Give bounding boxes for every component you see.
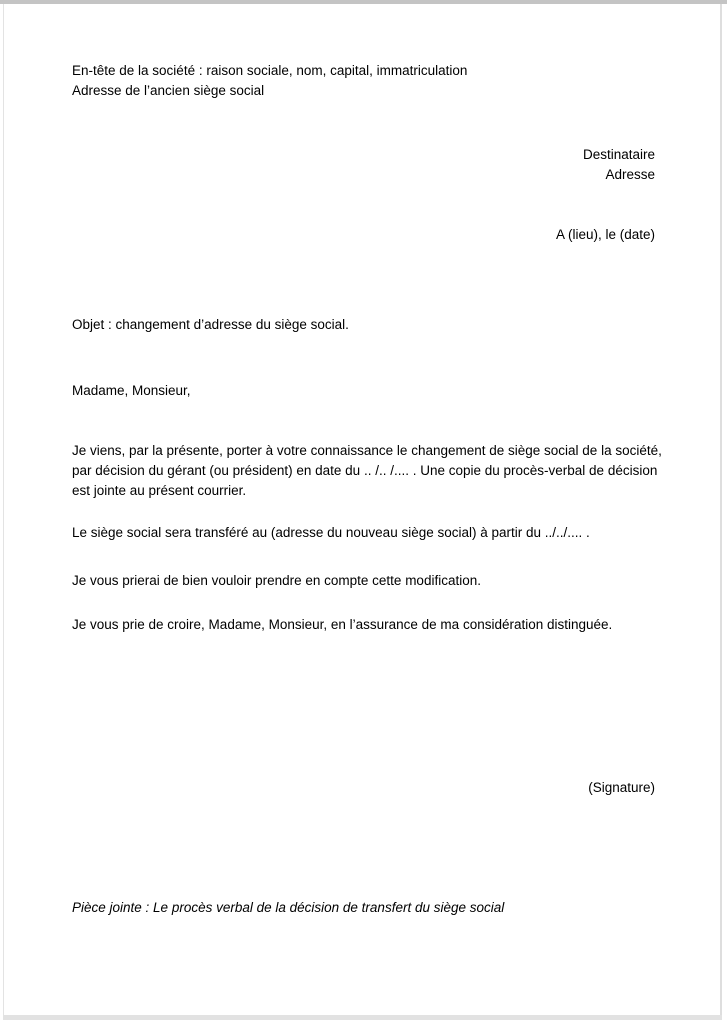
recipient-block [583,145,655,185]
subject-line: Objet : changement d’adresse du siège social. [72,317,349,332]
body-paragraph-3: Je vous prierai de bien vouloir prendre en compte cette modification. [72,573,481,588]
recipient-name: Destinataire [582,147,655,162]
body-paragraph-1-line1: Je viens, par la présente, porter à votre connaissance le changement de siège social de la société, [72,443,662,458]
body-paragraph-4: Je vous prie de croire, Madame, Monsieur, en l’assurance de ma considération distinguée. [72,617,613,632]
body-paragraph-2: Le siège social sera transféré au (adresse du nouveau siège social) à partir du ../../.... . [72,525,590,540]
page-frame-top [0,0,727,4]
body-paragraph-1 [72,441,662,501]
place-date-line: A (lieu), le (date) [555,227,655,242]
attachment-note: Pièce jointe : Le procès verbal de la décision de transfert du siège social [72,900,505,915]
company-header-line1: En-tête de la société : raison sociale, nom, capital, immatriculation [72,63,468,78]
body-paragraph-1-line3: est jointe au présent courrier. [72,483,247,498]
signature-placeholder: (Signature) [588,780,655,795]
company-header-line2: Adresse de l’ancien siège social [72,83,265,98]
page-frame-left [3,4,4,1015]
recipient-address: Adresse [605,167,655,182]
body-paragraph-1-line2: par décision du gérant (ou président) en date du .. /.. /.... . Une copie du procès-verbal de décision [72,463,658,478]
page-frame-bottom [3,1015,722,1020]
salutation: Madame, Monsieur, [72,383,191,398]
company-header [72,61,467,101]
page-frame-right [720,4,722,1015]
